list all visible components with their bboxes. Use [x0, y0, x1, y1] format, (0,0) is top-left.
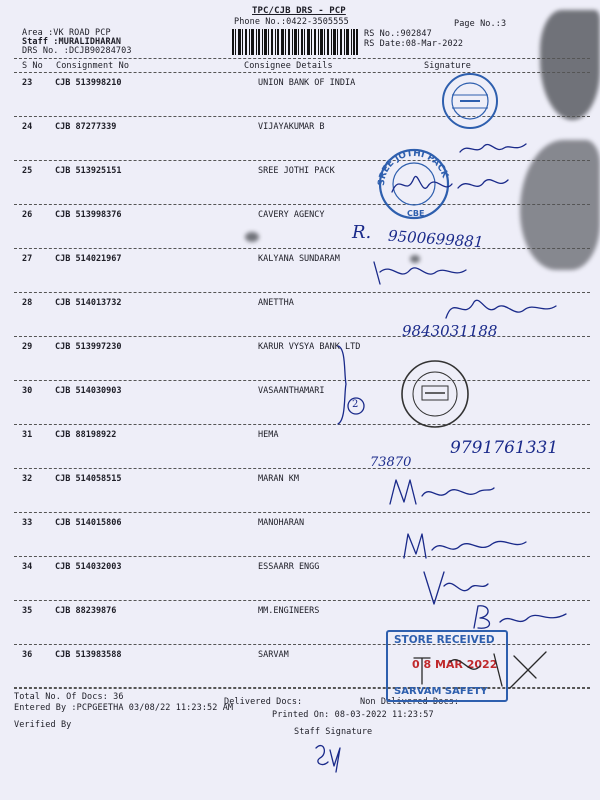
row-consignment: CJB 514032003: [55, 562, 122, 572]
received-date: 0 8 MAR 2022: [412, 658, 498, 671]
handwritten-phone-2: 9843031188: [402, 322, 498, 340]
row-sno: 24: [22, 122, 33, 132]
row-consignment: CJB 513998376: [55, 210, 122, 220]
table-row: [0, 474, 600, 514]
row-consignee: KALYANA SUNDARAM: [258, 254, 340, 264]
signature-maran: [386, 474, 496, 510]
row-rule: [14, 248, 590, 249]
row-consignment: CJB 513983588: [55, 650, 122, 660]
drs-number: DRS No. :DCJB90284703: [22, 46, 132, 56]
row-sno: 31: [22, 430, 33, 440]
row-sno: 33: [22, 518, 33, 528]
row-consignee: SREE JOTHI PACK: [258, 166, 335, 176]
row-sno: 28: [22, 298, 33, 308]
table-row: [0, 386, 600, 426]
signature-manoharan: [400, 528, 530, 564]
row-consignment: CJB 514013732: [55, 298, 122, 308]
delivered-docs: Delivered Docs:: [224, 697, 303, 707]
row-sno: 25: [22, 166, 33, 176]
area: Area :VK ROAD PCP: [22, 28, 111, 38]
row-consignee: SARVAM: [258, 650, 289, 660]
sree-jothi-stamp-text: SREE JOTHI PACK: [376, 148, 450, 187]
row-sno: 29: [22, 342, 33, 352]
row-rule: [14, 204, 590, 205]
store-received-text: STORE RECEIVED: [394, 634, 495, 646]
row-consignment: CJB 87277339: [55, 122, 117, 132]
row-consignment: CJB 514030903: [55, 386, 122, 396]
row-consignment: CJB 513997230: [55, 342, 122, 352]
row-sno: 36: [22, 650, 33, 660]
row-rule: [14, 160, 590, 161]
row-sno: 30: [22, 386, 33, 396]
cbe-stamp-text: CBE: [407, 209, 425, 218]
row-consignee: ESSAARR ENGG: [258, 562, 320, 572]
verified-by: Verified By: [14, 720, 72, 730]
table-row: [0, 210, 600, 250]
header-rule: [14, 72, 590, 73]
row-consignee: CAVERY AGENCY: [258, 210, 325, 220]
signature-vijayakumar: [458, 138, 528, 160]
document-title: TPC/CJB DRS - PCP: [252, 6, 346, 16]
row-rule: [14, 336, 590, 337]
col-sno: S No: [22, 61, 43, 71]
row-rule: [14, 116, 590, 117]
row-sno: 35: [22, 606, 33, 616]
sarvam-safety-text: SARVAM SAFETY: [394, 686, 488, 697]
col-consignee: Consignee Details: [244, 61, 333, 71]
signature-anettha: [440, 292, 560, 324]
row-consignee: UNION BANK OF INDIA: [258, 78, 356, 88]
row-consignment: CJB 514058515: [55, 474, 122, 484]
row-rule: [14, 380, 590, 381]
row-consignment: CJB 513998210: [55, 78, 122, 88]
row-rule: [14, 468, 590, 469]
row-consignee: KARUR VYSYA BANK LTD: [258, 342, 361, 352]
row-sno: 23: [22, 78, 33, 88]
signature-sree-jothi: [388, 168, 518, 202]
non-delivered-docs: Non Delivered Docs:: [360, 697, 460, 707]
table-row: [0, 562, 600, 602]
row-consignment: CJB 514015806: [55, 518, 122, 528]
entered-by: Entered By :PCPGEETHA 03/08/22 11:23:52 AM: [14, 703, 234, 713]
table-row: [0, 254, 600, 294]
row-consignee: MARAN KM: [258, 474, 299, 484]
handwritten-r: R.: [352, 222, 372, 243]
table-row: [0, 78, 600, 118]
row-consignee: MANOHARAN: [258, 518, 305, 528]
staff-signature: [310, 738, 350, 774]
staff: Staff :MURALIDHARAN: [22, 37, 122, 47]
table-row: [0, 342, 600, 382]
header-rule: [14, 58, 590, 59]
handwritten-phone-3: 9791761331: [450, 438, 559, 458]
row-rule: [14, 512, 590, 513]
row-consignment: CJB 88239876: [55, 606, 117, 616]
handwritten-circled-2: 2: [352, 399, 359, 410]
handwritten-partial-number: 73870: [370, 455, 412, 470]
row-sno: 32: [22, 474, 33, 484]
signature-kalyana-sundaram: [370, 258, 470, 286]
row-sno: 26: [22, 210, 33, 220]
row-consignee: VASAANTHAMARI: [258, 386, 325, 396]
rs-date: RS Date:08-Mar-2022: [364, 39, 464, 49]
row-consignee: HEMA: [258, 430, 279, 440]
union-bank-stamp: [440, 70, 500, 132]
signature-mm-engineers: [470, 602, 570, 632]
col-consignment: Consignment No: [56, 61, 130, 71]
barcode: [232, 29, 358, 55]
row-consignment: CJB 514021967: [55, 254, 122, 264]
staff-signature-label: Staff Signature: [294, 727, 373, 737]
printed-on: Printed On: 08-03-2022 11:23:57: [272, 710, 434, 720]
row-rule: [14, 424, 590, 425]
handwritten-phone-1: 9500699881: [387, 226, 484, 252]
row-consignee: MM.ENGINEERS: [258, 606, 320, 616]
page-number: Page No.:3: [454, 19, 507, 29]
row-consignee: ANETTHA: [258, 298, 294, 308]
total-docs: Total No. Of Docs: 36: [14, 692, 124, 702]
row-consignment: CJB 88198922: [55, 430, 117, 440]
kvb-stamp: [398, 358, 472, 430]
phone-number: Phone No.:0422-3505555: [234, 17, 349, 27]
col-signature: Signature: [424, 61, 471, 71]
rs-number: RS No.:902847: [364, 29, 432, 39]
row-consignment: CJB 513925151: [55, 166, 122, 176]
signature-sarvam: [410, 648, 550, 692]
row-rule: [14, 600, 590, 601]
row-sno: 34: [22, 562, 33, 572]
row-consignee: VIJAYAKUMAR B: [258, 122, 325, 132]
row-sno: 27: [22, 254, 33, 264]
